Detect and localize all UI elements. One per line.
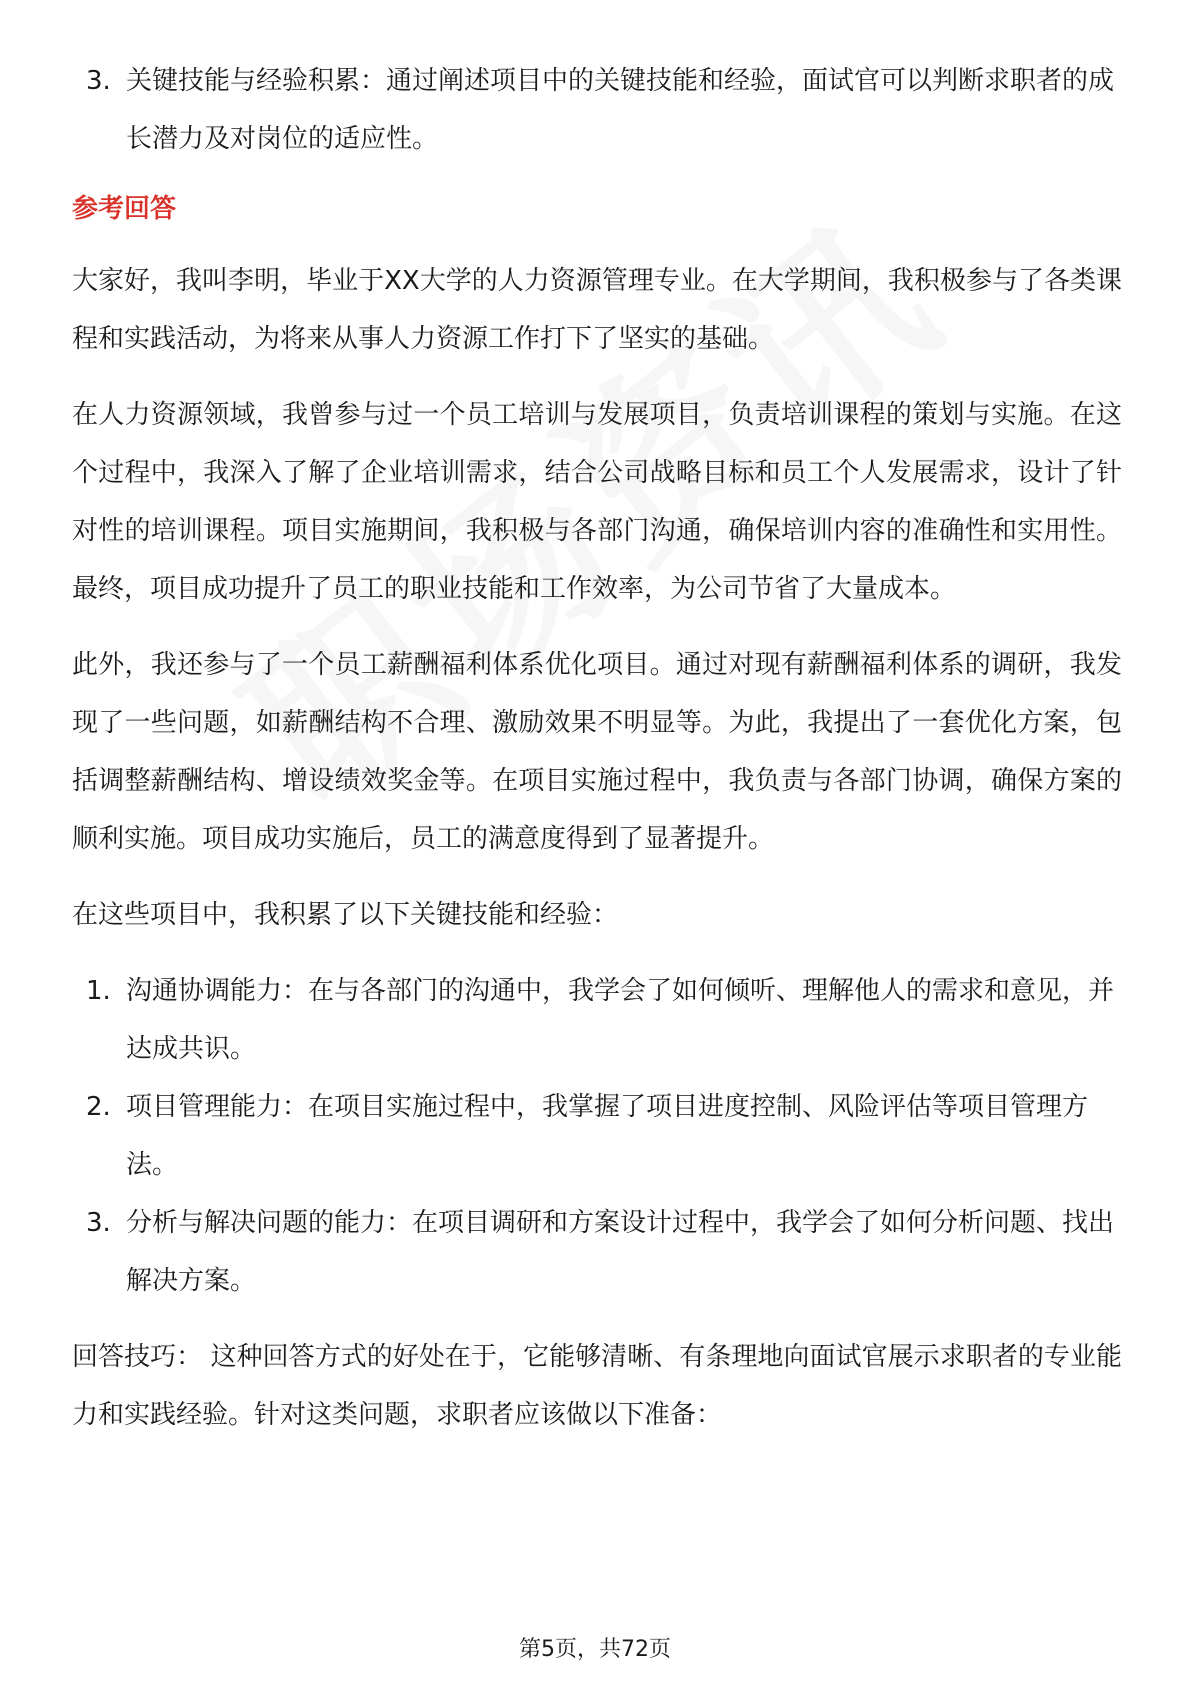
list-item xyxy=(72,52,1122,168)
skills-list xyxy=(72,962,1122,1310)
page-content xyxy=(72,52,1122,1462)
section-heading-reference-answer: 参考回答 xyxy=(72,194,177,224)
top-list xyxy=(72,52,1122,168)
list-item xyxy=(72,962,1122,1078)
paragraph-skills-intro: 在这些项目中，我积累了以下关键技能和经验： xyxy=(72,900,619,930)
paragraph-intro: 大家好，我叫李明，毕业于XX大学的人力资源管理专业。在大学期间，我积极参与了各类课程和实践活动，为将来从事人力资源工作打下了坚实的基础。 xyxy=(72,266,1122,354)
list-item-number: 3. xyxy=(86,66,111,96)
paragraph-answer-tip: 回答技巧： 这种回答方式的好处在于，它能够清晰、有条理地向面试官展示求职者的专业能力和实践经验。针对这类问题，求职者应该做以下准备： xyxy=(72,1342,1122,1430)
page-number-footer: 第5页，共72页 xyxy=(519,1637,671,1662)
list-item xyxy=(72,1194,1122,1310)
paragraph-training-project: 在人力资源领域，我曾参与过一个员工培训与发展项目，负责培训课程的策划与实施。在这个过程中，我深入了解了企业培训需求，结合公司战略目标和员工个人发展需求，设计了针对性的培训课程。项目实施期间，我积极与各部门沟通，确保培训内容的准确性和实用性。最终，项目成功提升了员工的职业技能和工作效率，为公司节省了大量成本。 xyxy=(72,400,1122,604)
list-item-text: 分析与解决问题的能力：在项目调研和方案设计过程中，我学会了如何分析问题、找出解决方案。 xyxy=(126,1208,1115,1296)
list-item-text: 项目管理能力：在项目实施过程中，我掌握了项目进度控制、风险评估等项目管理方法。 xyxy=(126,1092,1089,1180)
list-item-number: 1. xyxy=(86,976,111,1006)
list-item-text: 关键技能与经验积累：通过阐述项目中的关键技能和经验，面试官可以判断求职者的成长潜力及对岗位的适应性。 xyxy=(126,66,1115,154)
list-item xyxy=(72,1078,1122,1194)
list-item-text: 沟通协调能力：在与各部门的沟通中，我学会了如何倾听、理解他人的需求和意见，并达成共识。 xyxy=(126,976,1115,1064)
paragraph-compensation-project: 此外，我还参与了一个员工薪酬福利体系优化项目。通过对现有薪酬福利体系的调研，我发现了一些问题，如薪酬结构不合理、激励效果不明显等。为此，我提出了一套优化方案，包括调整薪酬结构、增设绩效奖金等。在项目实施过程中，我负责与各部门协调，确保方案的顺利实施。项目成功实施后，员工的满意度得到了显著提升。 xyxy=(72,650,1122,854)
list-item-number: 3. xyxy=(86,1208,111,1238)
list-item-number: 2. xyxy=(86,1092,111,1122)
